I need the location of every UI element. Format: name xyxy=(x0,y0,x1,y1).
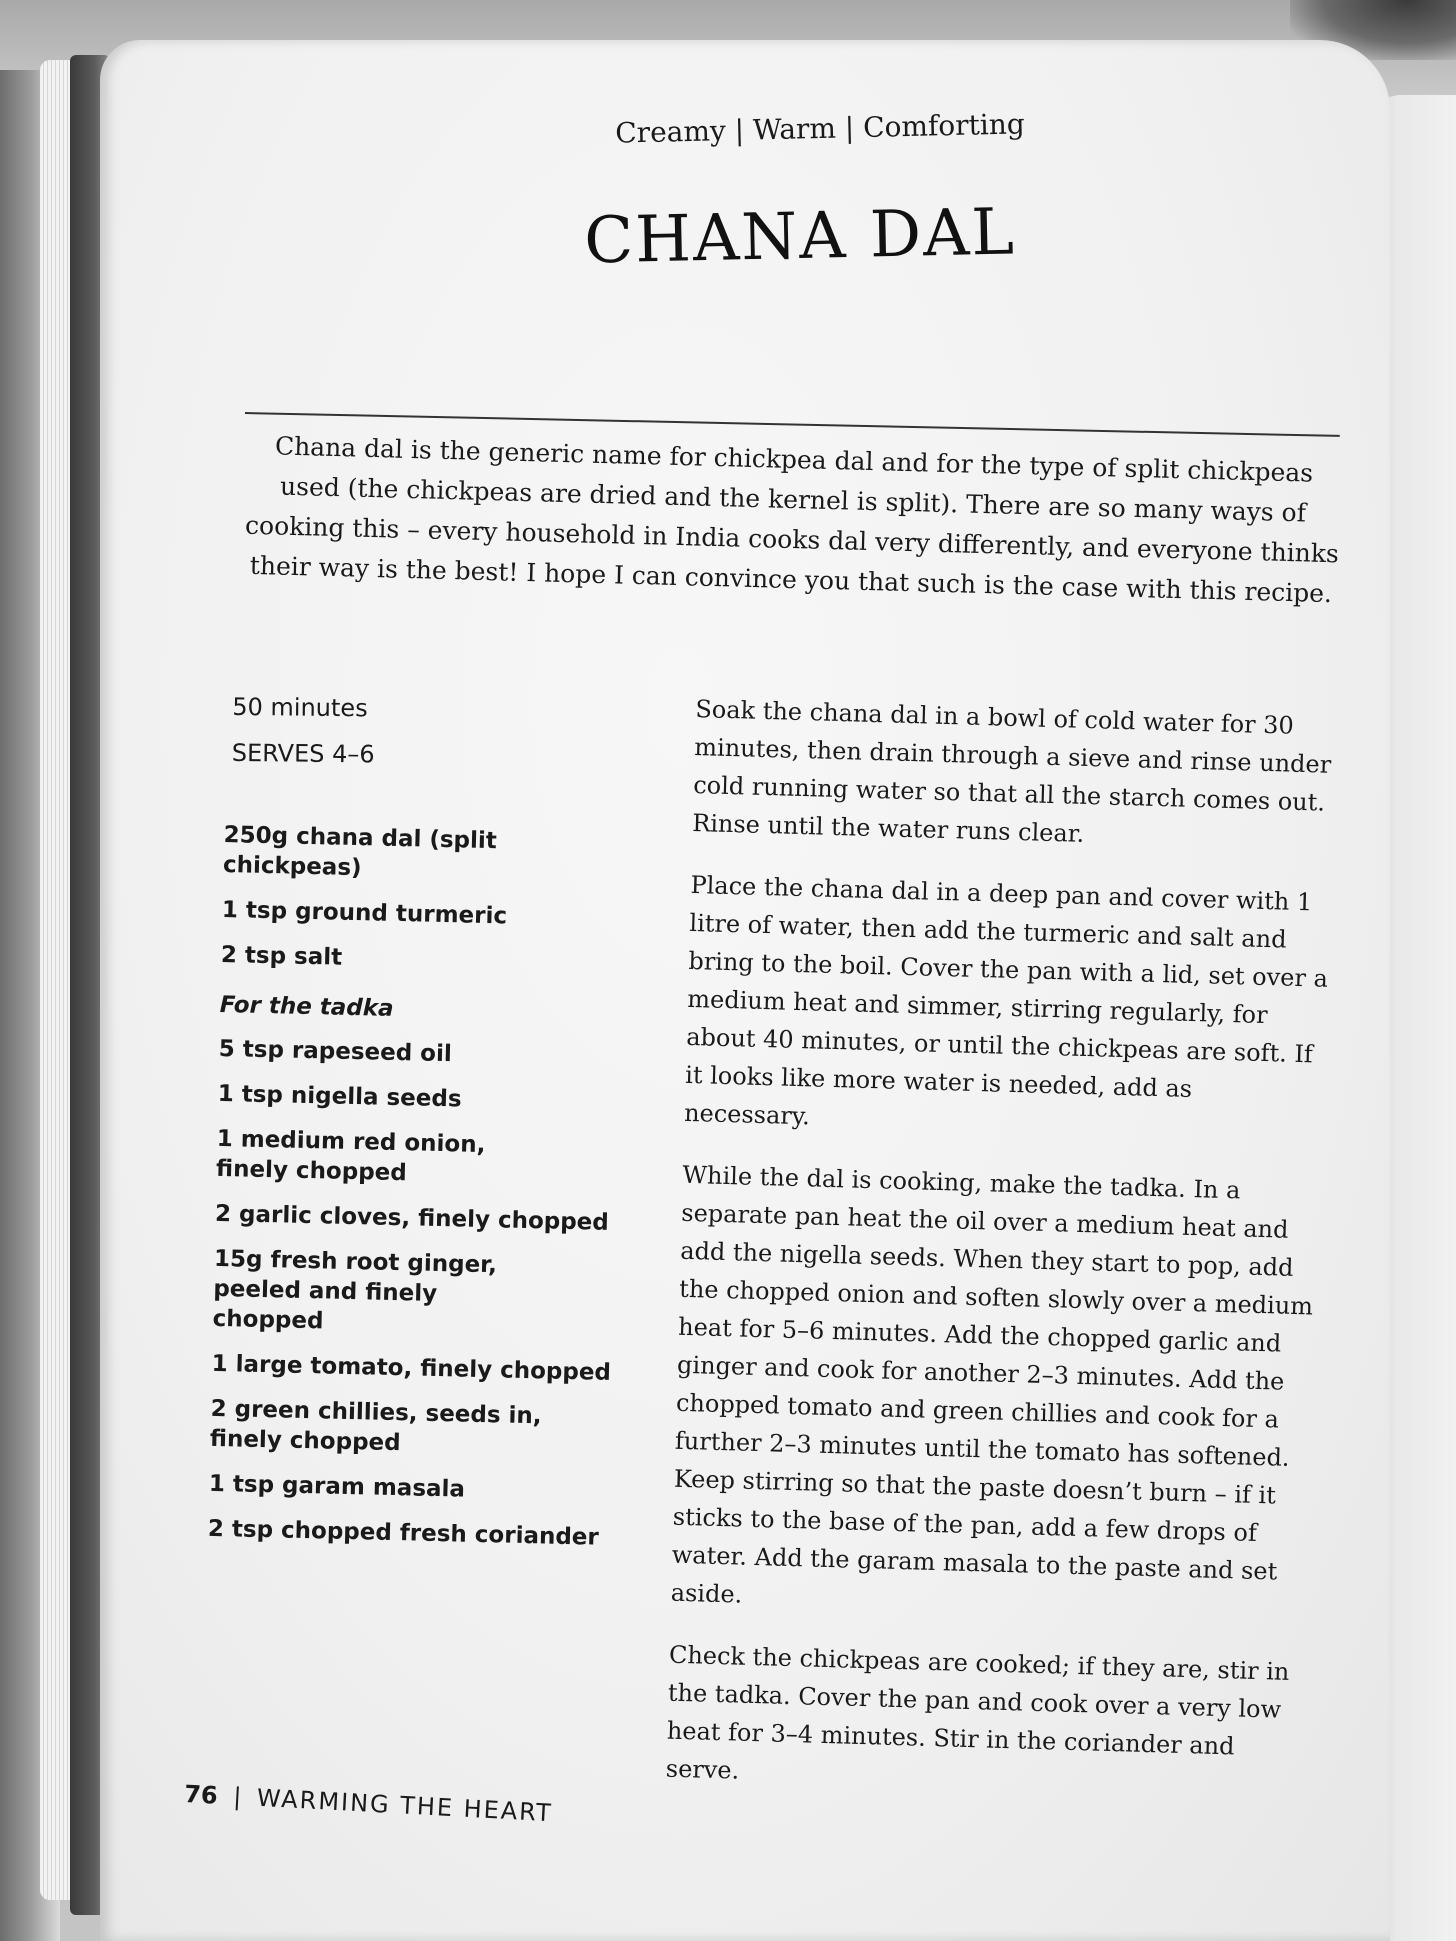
page-number: 76 xyxy=(183,1780,219,1810)
recipe-title: CHANA DAL xyxy=(583,195,1017,279)
ingredient-item: 250g chana dal (split chickpeas) xyxy=(222,821,498,882)
ingredient-item: 2 green chillies, seeds in, finely chopped xyxy=(209,1395,542,1457)
method-steps xyxy=(665,690,1336,1829)
method-step: Place the chana dal in a deep pan and cover with 1 litre of water, then add the turmeric and salt and bring to the boil. Cover the pan with a lid, set over a medium heat and simmer, stirring regularly, for about 40 minutes, or until the chickpeas are soft. If it looks like more water is needed, add as necessary. xyxy=(683,870,1329,1131)
tadka-heading: For the tadka xyxy=(219,991,394,1022)
method-step: Check the chickpeas are cooked; if they are, stir in the tadka. Cover the pan and cook over a very low heat for 3–4 minutes. Stir in the coriander and serve. xyxy=(665,1640,1290,1785)
ingredient-item: 2 tsp salt xyxy=(220,941,343,971)
cook-time: 50 minutes xyxy=(232,692,368,723)
ingredient-item: 1 tsp nigella seeds xyxy=(217,1080,462,1113)
method-step: While the dal is cooking, make the tadka. In a separate pan heat the oil over a medium heat and add the nigella seeds. When they start to pop, add the chopped onion and soften slowly over a medium heat for 5–6 minutes. Add the chopped garlic and ginger and cook for another 2–3 minutes. Add the chopped tomato and green chillies and cook for a further 2–3 minutes until the tomato has softened. Keep stirring so that the paste doesn’t burn – if it sticks to the base of the pan, add a few drops of water. Add the garam masala to the paste and set aside. xyxy=(670,1160,1314,1609)
recipe-intro: Chana dal is the generic name for chickpea dal and for the type of split chickpeas used (the chickpeas are dried and the kernel is split). There are so many ways of cooking this – every household in India cooks dal very differently, and everyone thinks their way is the best! I hope I can convince you that such is the case with this recipe. xyxy=(244,431,1340,609)
ingredient-item: 2 garlic cloves, finely chopped xyxy=(214,1200,610,1236)
ingredient-item: 2 tsp chopped fresh coriander xyxy=(207,1515,600,1551)
servings: SERVES 4–6 xyxy=(231,738,375,769)
method-step: Soak the chana dal in a bowl of cold water for 30 minutes, then drain through a sieve and rinse under cold running water so that all the starch comes out. Rinse until the water runs clear. xyxy=(691,694,1332,848)
ingredient-item: 1 tsp ground turmeric xyxy=(221,896,508,930)
ingredient-item: 1 large tomato, finely chopped xyxy=(211,1350,612,1386)
section-title: WARMING THE HEART xyxy=(256,1783,554,1828)
ingredient-item: 15g fresh root ginger, peeled and finely chopped xyxy=(212,1245,498,1335)
ingredient-item: 5 tsp rapeseed oil xyxy=(218,1035,453,1068)
recipe-meta xyxy=(232,693,633,789)
book-page xyxy=(100,40,1390,1941)
ingredient-item: 1 tsp garam masala xyxy=(208,1470,466,1503)
ingredients-list xyxy=(207,820,624,1568)
page-footer xyxy=(184,1780,685,1834)
ingredient-item: 1 medium red onion, finely chopped xyxy=(215,1125,486,1187)
recipe-tagline: Creamy | Warm | Comforting xyxy=(614,107,1026,150)
footer-separator: | xyxy=(232,1782,243,1811)
